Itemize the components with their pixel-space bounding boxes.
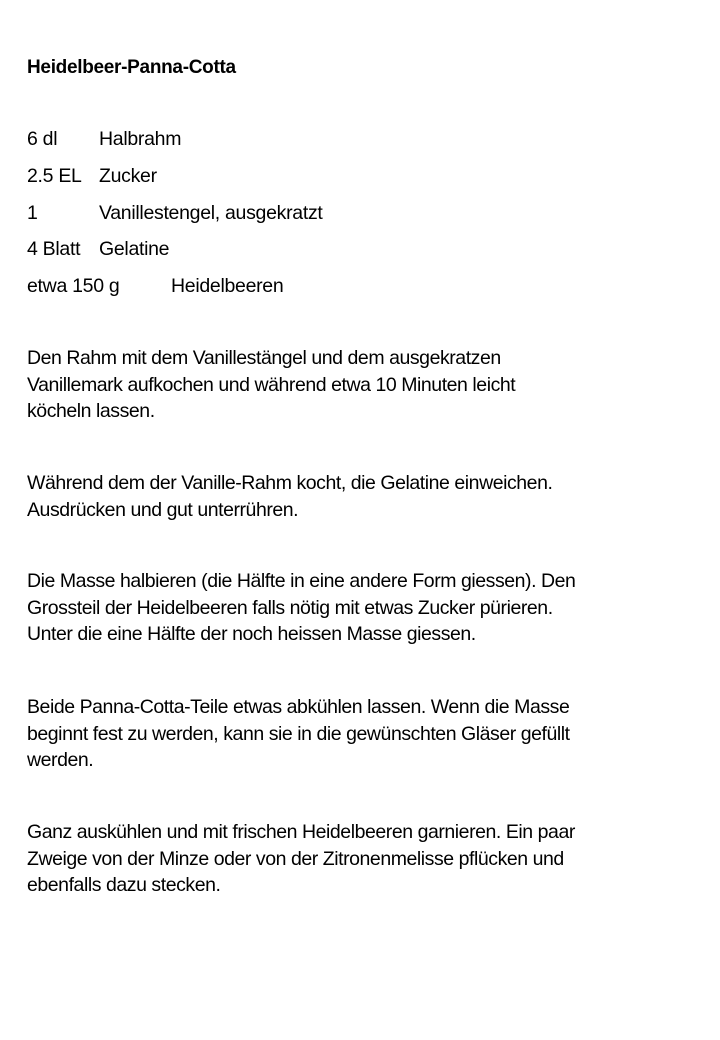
ingredient-quantity: 4 Blatt [27,238,81,261]
ingredient-row [27,162,323,199]
step-line: Zweige von der Minze oder von der Zitronenmelisse pflücken und [27,847,564,870]
ingredient-quantity: 2.5 EL [27,164,82,187]
step-line: Beide Panna-Cotta-Teile etwas abkühlen lassen. Wenn die Masse [27,696,570,718]
ingredient-name: Halbrahm [99,128,182,150]
ingredient-quantity: 6 dl [27,128,58,150]
step-line: Unter die eine Hälfte der noch heissen Masse giessen. [27,623,476,645]
step-line: köcheln lassen. [27,400,155,422]
ingredient-list [27,125,323,309]
ingredient-quantity: 1 [27,201,38,224]
ingredient-row [27,235,323,272]
step-line: Die Masse halbieren (die Hälfte in eine andere Form giessen). Den [27,570,576,592]
ingredient-quantity: etwa 150 g [27,275,120,298]
ingredient-row [27,272,323,309]
ingredient-row [27,125,323,162]
step-line: Grossteil der Heidelbeeren falls nötig mit etwas Zucker pürieren. [27,596,553,619]
step-line: Ausdrücken und gut unterrühren. [27,498,299,521]
step-line: Während dem der Vanille-Rahm kocht, die Gelatine einweichen. [27,472,553,494]
ingredient-name: Zucker [99,164,157,187]
recipe-title: Heidelbeer-Panna-Cotta [27,57,236,78]
step-line: werden. [27,749,94,771]
ingredient-row [27,199,323,236]
step-paragraph-1 [27,345,717,425]
step-line: Den Rahm mit dem Vanillestängel und dem ausgekratzen [27,347,501,369]
step-line: Ganz auskühlen und mit frischen Heidelbeeren garnieren. Ein paar [27,821,575,843]
step-line: ebenfalls dazu stecken. [27,874,221,896]
ingredient-name: Heidelbeeren [171,275,284,298]
ingredient-name: Vanillestengel, ausgekratzt [99,201,323,224]
step-paragraph-3 [27,568,717,648]
step-paragraph-5 [27,819,717,899]
step-paragraph-4 [27,694,717,774]
step-paragraph-2 [27,470,717,523]
ingredient-name: Gelatine [99,238,170,261]
step-line: Vanillemark aufkochen und während etwa 10 Minuten leicht [27,373,516,396]
step-line: beginnt fest zu werden, kann sie in die gewünschten Gläser gefüllt [27,722,570,745]
